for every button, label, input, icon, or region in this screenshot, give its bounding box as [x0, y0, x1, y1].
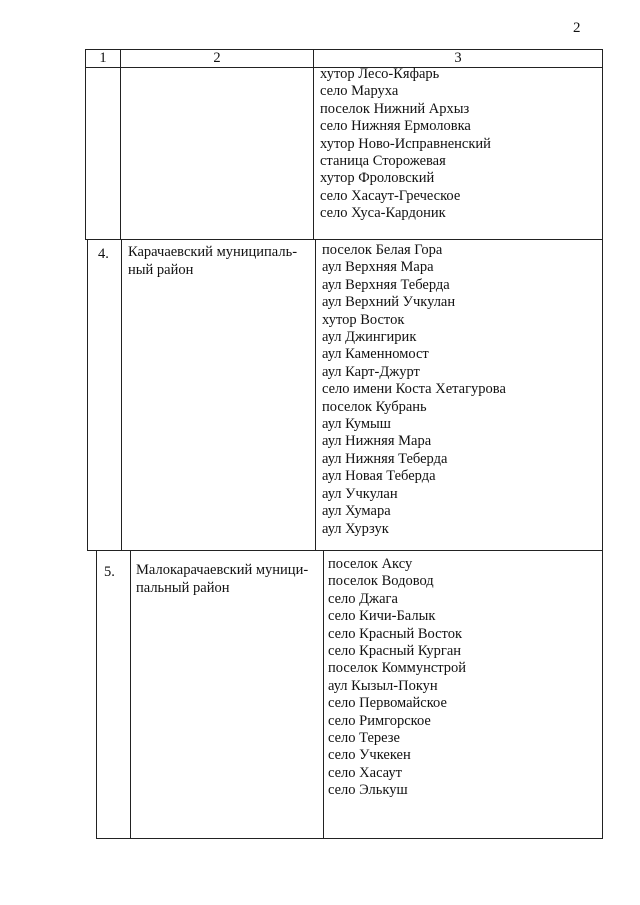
- list-item: аул Верхний Учкулан: [322, 294, 456, 311]
- list-item: аул Хурзук: [322, 520, 389, 537]
- col-divider-2b: [315, 239, 316, 551]
- page-number: 2: [573, 20, 581, 36]
- header-col-1: 1: [99, 50, 107, 66]
- list-item: аул Нижняя Мара: [322, 433, 432, 450]
- left-border-c: [96, 550, 97, 839]
- list-item: аул Кызыл-Покун: [328, 677, 438, 694]
- list-item: село Кичи-Балык: [328, 608, 436, 625]
- district-name-line: ный район: [128, 261, 194, 278]
- row-divider-1: [85, 239, 603, 240]
- list-item: село Учкекен: [328, 747, 411, 764]
- list-item: аул Хумара: [322, 503, 391, 520]
- header-col-3: 3: [454, 50, 462, 66]
- list-item: хутор Ново-Исправненский: [320, 135, 491, 152]
- list-item: поселок Нижний Архыз: [320, 100, 470, 117]
- district-name-malokarachaevsky: [136, 562, 308, 597]
- list-item: село Хасаут-Греческое: [320, 187, 461, 204]
- col-divider-2c: [323, 550, 324, 839]
- header-col-2: 2: [213, 50, 221, 66]
- col-divider-1a: [120, 49, 121, 240]
- table-row-4-settlements: [322, 242, 506, 538]
- table-row-5-settlements: [328, 556, 466, 800]
- list-item: аул Кумыш: [322, 416, 391, 433]
- list-item: поселок Кубрань: [322, 398, 427, 415]
- col-divider-1c: [130, 550, 131, 839]
- list-item: село Хасаут: [328, 764, 402, 781]
- row-number-4: 4.: [98, 246, 109, 262]
- list-item: аул Джингирик: [322, 329, 417, 346]
- list-item: село Красный Восток: [328, 625, 462, 642]
- list-item: село Маруха: [320, 83, 399, 100]
- settlement-list: [328, 556, 466, 800]
- left-border-b: [87, 239, 88, 551]
- list-item: село Хуса-Кардоник: [320, 205, 446, 222]
- list-item: поселок Аксу: [328, 556, 413, 572]
- list-item: аул Каменномост: [322, 346, 429, 363]
- list-item: село Нижняя Ермоловка: [320, 118, 471, 135]
- right-border: [602, 49, 603, 839]
- settlement-list: [322, 242, 506, 538]
- district-name-line: пальный район: [136, 579, 230, 596]
- list-item: аул Учкулан: [322, 485, 398, 502]
- left-border-a: [85, 49, 86, 240]
- list-item: аул Нижняя Теберда: [322, 450, 448, 467]
- row-number-5: 5.: [104, 564, 115, 580]
- list-item: поселок Коммунстрой: [328, 660, 467, 677]
- list-item: поселок Водовод: [328, 573, 434, 590]
- list-item: село Римгорское: [328, 712, 431, 729]
- col-divider-1b: [121, 239, 122, 551]
- list-item: село Первомайское: [328, 695, 447, 712]
- list-item: аул Верхняя Мара: [322, 259, 434, 276]
- list-item: хутор Лесо-Кяфарь: [320, 66, 440, 82]
- list-item: хутор Фроловский: [320, 170, 435, 187]
- list-item: аул Верхняя Теберда: [322, 276, 450, 293]
- list-item: село Красный Курган: [328, 643, 462, 660]
- list-item: село Элькуш: [328, 782, 408, 799]
- list-item: хутор Восток: [322, 311, 405, 328]
- list-item: станица Сторожевая: [320, 153, 446, 170]
- district-name-line: Малокарачаевский муници-: [136, 562, 309, 578]
- list-item: село Джага: [328, 590, 398, 607]
- table-row-continuation-settlements: [320, 66, 491, 223]
- row-divider-2: [87, 550, 603, 551]
- table-bottom-border: [96, 838, 603, 839]
- list-item: село имени Коста Хетагурова: [322, 381, 506, 398]
- settlement-list: [320, 66, 491, 223]
- col-divider-2a: [313, 49, 314, 240]
- list-item: аул Новая Теберда: [322, 468, 436, 485]
- district-name-karachaevsky: [128, 244, 297, 279]
- list-item: аул Карт-Джурт: [322, 363, 420, 380]
- district-name-line: Карачаевский муниципаль-: [128, 244, 298, 260]
- list-item: село Терезе: [328, 730, 400, 747]
- list-item: поселок Белая Гора: [322, 242, 443, 258]
